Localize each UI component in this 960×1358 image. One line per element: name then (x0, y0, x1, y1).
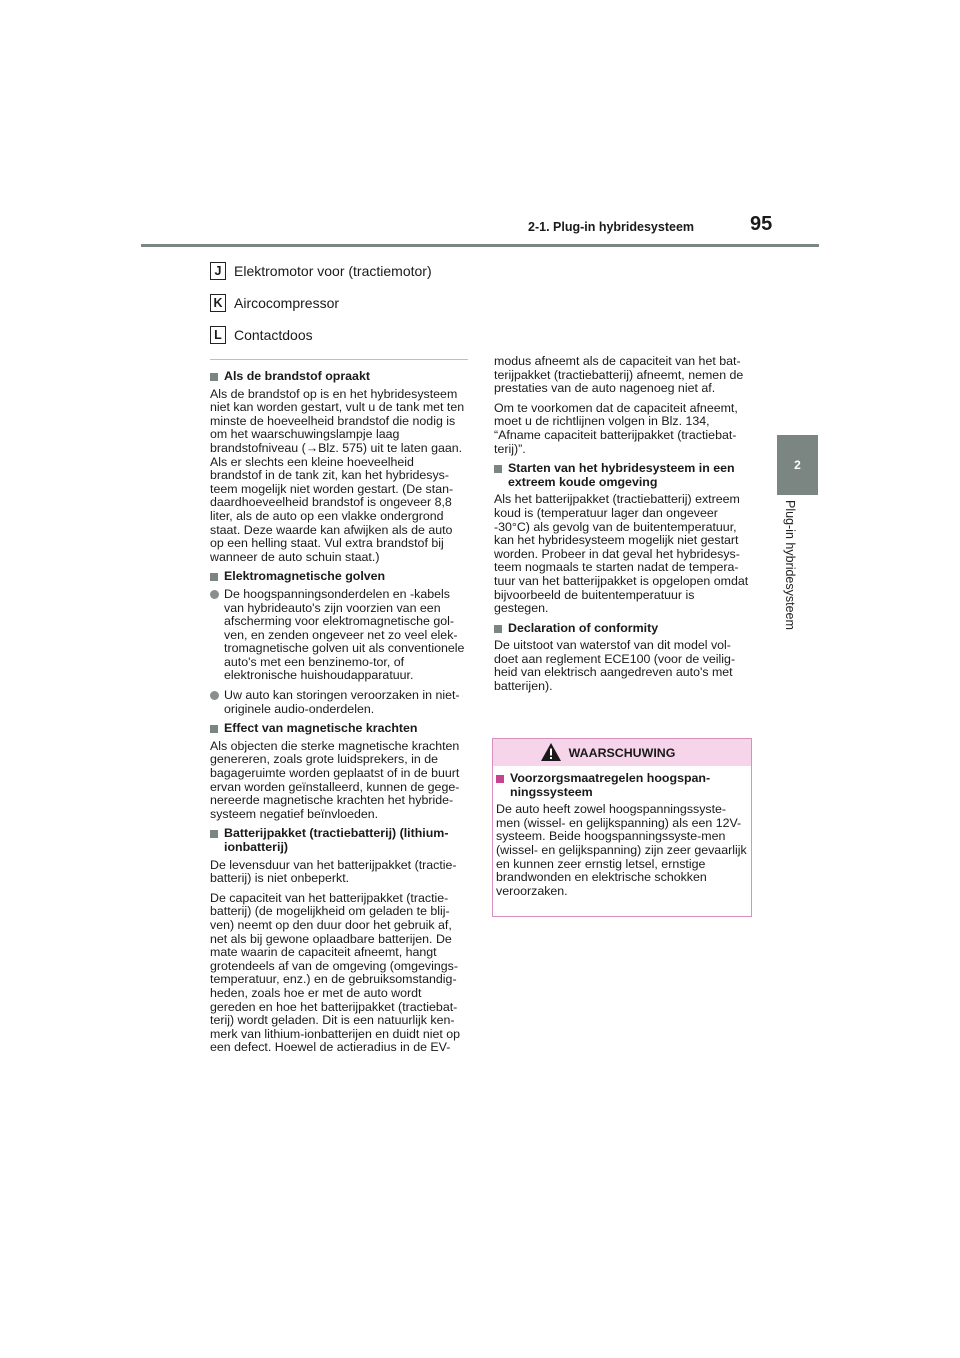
paragraph-ev-mode: modus afneemt als de capaciteit van het bat-terijpakket (tractiebatterij) afneemt, nemen de prestaties van de auto nagenoeg niet af. (494, 354, 744, 396)
heading-fuel: Als de brandstof opraakt (210, 370, 468, 384)
paragraph-fuel: Als de brandstof op is en het hybridesysteem niet kan worden gestart, vult u de tank met ten minste de hoeveelheid brandstof die nodig is om het waarschuwingslampje laag brandstofniveau (→Blz. 575) uit te laten gaan. Als er slechts een kleine hoeveelheid brandstof in de tank zit, kan het hybridesys-teem mogelijk niet worden gestart. (De stan-daardhoeveelheid brandstof is ongeveer 8,8 liter, als de auto op een vlakke ondergrond staat. Deze waarde kan afwijken als de auto op een helling staat. Vul extra brandstof bij wanneer de auto schuin staat.) (210, 386, 465, 564)
section-title: 2-1. Plug-in hybridesysteem (528, 220, 695, 234)
square-bullet-icon (494, 465, 502, 473)
legend-label-l: Contactdoos (234, 327, 313, 343)
paragraph-cold-start: Als het batterijpakket (tractiebatterij) extreem koud is (temperatuur lager dan ongeveer -30°C) als gevolg van de buitentemperatuur, kan het hybridesysteem mogelijk niet gestart worden. Probeer in dat geval het hybridesys-teem nogmaals te starten nadat de tempera-tuur van het batterijpakket is opgelopen omdat bijvoorbeeld de buitentemperatuur is gestegen. (494, 492, 749, 616)
list-item: Uw auto kan storingen veroorzaken in niet-originele audio-onderdelen. (210, 689, 468, 716)
heading-em-waves: Elektromagnetische golven (210, 570, 468, 584)
section-divider (210, 359, 468, 360)
page-number: 95 (750, 213, 773, 235)
chapter-tab (777, 435, 818, 495)
paragraph-magnetic: Als objecten die sterke magnetische krachten genereren, zoals grote luidsprekers, in de bagageruimte worden geplaatst of in de buurt ervan worden geïnstalleerd, kunnen de gege-nereerde magnetische krachten het hybride-systeem negatief beïnvloeden. (210, 738, 460, 821)
heading-magnetic: Effect van magnetische krachten (210, 722, 468, 736)
square-bullet-icon (210, 373, 218, 381)
legend-item-k (210, 294, 339, 312)
square-bullet-icon (210, 725, 218, 733)
warning-text: De auto heeft zowel hoogspanningssyste-men (wissel- en gelijkspanning) als een 12V-systeem. Beide hoogspanningssyste-men (wissel- en gelijkspanning) zijn zeer gevaarlijk en kunnen zeer ernstig letsel, ernstige brandwonden en elektrische schokken veroorzaken. (496, 802, 747, 898)
warning-heading: Voorzorgsmaatregelen hoogspan-ningssysteem (496, 772, 748, 799)
legend-item-l (210, 326, 313, 344)
circle-bullet-icon (210, 691, 219, 700)
left-column (210, 370, 468, 1061)
legend-letter-l: L (210, 326, 226, 344)
square-bullet-icon (494, 625, 502, 633)
square-bullet-icon (210, 573, 218, 581)
list-item: De hoogspanningsonderdelen en -kabels van hybrideauto's zijn voorzien van een afscherming voor elektromagnetische gol-ven, en zenden ongeveer net zo veel elek-tromagnetische golven uit als conventionele auto's met een benzinemo-tor, of elektronische huishoudapparatuur. (210, 588, 468, 683)
warning-body (493, 766, 751, 898)
warning-title: WAARSCHUWING (568, 745, 676, 760)
legend-letter-j: J (210, 262, 226, 280)
paragraph-battery-capacity: De capaciteit van het batterijpakket (tractie-batterij) (de mogelijkheid om geladen te blij-ven) neemt op den duur door het gebruik af, net als bij gewone oplaadbare batterijen. De mate waarin de capaciteit afneemt, hangt grotendeels af van de omgeving (omgevings-temperatuur, enz.) en de gebruiksomstandig-heden, zoals hoe er met de auto wordt gereden en hoe het batterijpakket (tractiebat-terij) wordt geladen. Dit is een natuurlijk ken-merk van lithium-ionbatterijen en duidt niet op een defect. Hoewel de actieradius in de EV- (210, 890, 461, 1055)
paragraph-guidelines: Om te voorkomen dat de capaciteit afneemt, moet u de richtlijnen volgen in Blz. 134, “Afname capaciteit batterijpakket (tractiebat-terij)”. (494, 400, 738, 456)
square-bullet-icon (210, 830, 218, 838)
paragraph-battery-life: De levensduur van het batterijpakket (tractie-batterij) is niet onbeperkt. (210, 857, 457, 886)
heading-battery: Batterijpakket (tractiebatterij) (lithium-ionbatterij) (210, 827, 468, 854)
legend-label-k: Aircocompressor (234, 295, 340, 311)
square-bullet-icon (496, 775, 504, 783)
warning-triangle-icon (540, 742, 562, 762)
legend-item-j (210, 262, 432, 280)
header-rule (141, 244, 819, 247)
warning-header (493, 739, 751, 766)
chapter-number: 2 (794, 458, 801, 472)
right-column (494, 355, 752, 700)
legend-letter-k: K (210, 294, 226, 312)
circle-bullet-icon (210, 590, 219, 599)
chapter-title: Plug-in hybridesysteem (783, 500, 797, 630)
legend-label-j: Elektromotor voor (tractiemotor) (234, 263, 432, 279)
paragraph-conformity: De uitstoot van waterstof van dit model vol-doet aan reglement ECE100 (voor de veilig-heid van elektrisch aangedreven auto's met batterijen). (494, 638, 736, 694)
heading-cold-start: Starten van het hybridesysteem in een extreem koude omgeving (494, 462, 752, 489)
heading-conformity: Declaration of conformity (494, 622, 752, 636)
warning-box (492, 738, 752, 917)
